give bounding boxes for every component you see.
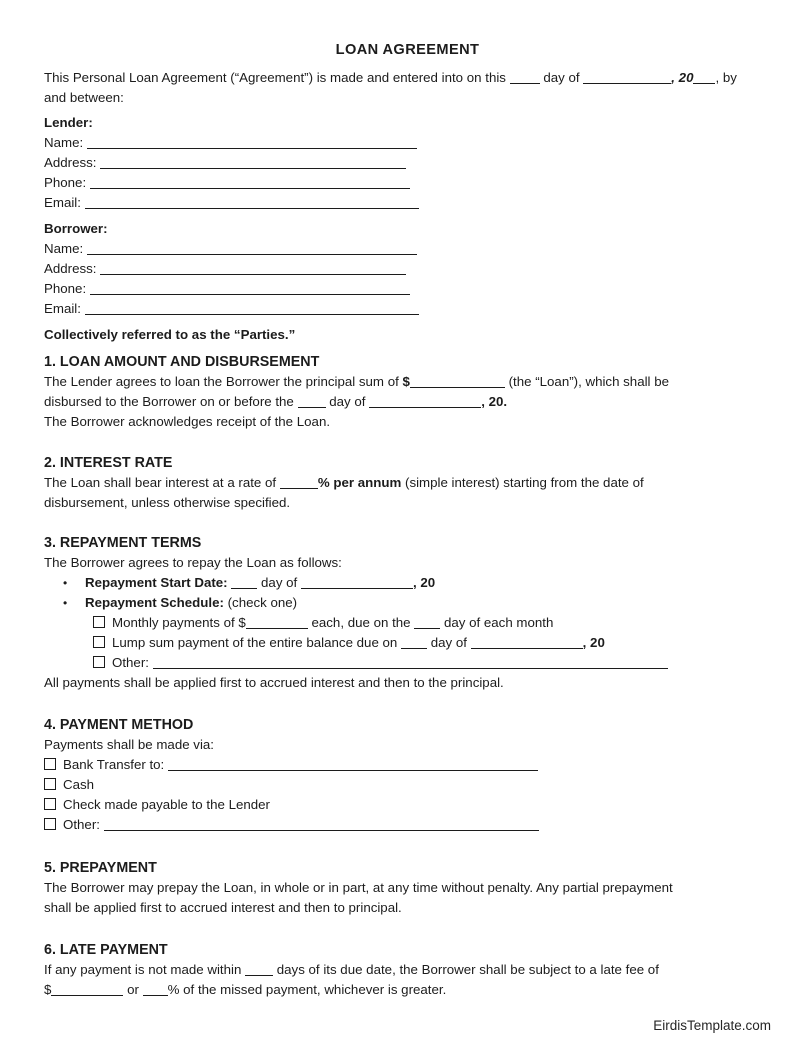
checkbox-label: Other:: [112, 655, 149, 670]
dollar-sign: $: [44, 982, 52, 997]
checkbox-row-cash: [44, 775, 771, 795]
blank-day-number: [298, 394, 326, 408]
checkbox-label: Lump sum payment of the entire balance due on: [112, 635, 398, 650]
section-4-intro: Payments shall be made via:: [44, 737, 214, 752]
borrower-heading: Borrower:: [44, 221, 108, 236]
blank-other: [104, 817, 539, 831]
lender-phone-row: [44, 173, 771, 193]
blank-day-number: [401, 635, 427, 649]
section-2-heading: 2. INTEREST RATE: [44, 455, 173, 471]
year-text: , 20: [582, 635, 605, 650]
checkbox-label: Monthly payments of $: [112, 615, 246, 630]
blank-other: [153, 655, 668, 669]
intro-text: , by: [715, 70, 737, 85]
checkbox-icon: [44, 798, 56, 810]
field-label-phone: Phone:: [44, 281, 87, 296]
checkbox-label: Cash: [63, 777, 95, 792]
section-1-line-1: [44, 372, 771, 392]
section-3-intro: The Borrower agrees to repay the Loan as follows:: [44, 555, 342, 570]
blank-field: [85, 301, 419, 315]
blank-loan-amount: [410, 374, 505, 388]
checkbox-icon: [93, 656, 105, 668]
blank-day-number: [414, 615, 440, 629]
body-text: If any payment is not made within: [44, 962, 242, 977]
field-label-address: Address:: [44, 261, 97, 276]
bullet-repayment-schedule: [44, 593, 771, 613]
year-text: , 20.: [481, 394, 508, 409]
blank-late-fee-percent: [143, 982, 168, 996]
bullet-repayment-start-date: [44, 573, 771, 593]
field-label-address: Address:: [44, 155, 97, 170]
parties-statement: Collectively referred to as the “Parties.”: [44, 327, 296, 342]
borrower-name-row: [44, 239, 771, 259]
section-2-line-1: [44, 473, 771, 493]
section-3-heading: 3. REPAYMENT TERMS: [44, 535, 202, 551]
section-5-heading: 5. PREPAYMENT: [44, 860, 157, 876]
lender-address-row: [44, 153, 771, 173]
body-text: day of: [329, 394, 366, 409]
per-annum-text: % per annum: [317, 475, 402, 490]
bullet-icon: •: [63, 576, 68, 590]
blank-month: [583, 70, 671, 84]
checkbox-row-check: [44, 795, 771, 815]
checkbox-icon: [44, 778, 56, 790]
section-5-line-2: shall be applied first to accrued interest and then to principal.: [44, 900, 402, 915]
bullet-icon: •: [63, 596, 68, 610]
intro-text: day of: [543, 70, 580, 85]
blank-late-fee-amount: [51, 982, 123, 996]
field-label-email: Email:: [44, 195, 81, 210]
checkbox-icon: [44, 758, 56, 770]
lender-name-row: [44, 133, 771, 153]
checkbox-row-lump-sum: [44, 633, 771, 653]
blank-field: [87, 135, 417, 149]
body-text: % of the missed payment, whichever is greater.: [167, 982, 447, 997]
checkbox-row-other-repayment: [44, 653, 771, 673]
checkbox-icon: [44, 818, 56, 830]
checkbox-icon: [93, 616, 105, 628]
blank-interest-rate: [280, 475, 318, 489]
blank-day-number: [510, 70, 540, 84]
blank-field: [87, 241, 417, 255]
blank-month: [369, 394, 481, 408]
field-label-name: Name:: [44, 241, 84, 256]
footer-watermark: EirdisTemplate.com: [653, 1018, 771, 1033]
body-text: (simple interest) starting from the date of: [405, 475, 644, 490]
intro-paragraph: [44, 68, 771, 108]
bullet-label: Repayment Start Date:: [85, 575, 228, 590]
blank-month: [301, 575, 413, 589]
section-5-line-1: The Borrower may prepay the Loan, in whole or in part, at any time without penalty. Any partial prepayment: [44, 880, 673, 895]
intro-year-prefix: , 20: [671, 70, 694, 85]
blank-amount: [246, 615, 308, 629]
field-label-phone: Phone:: [44, 175, 87, 190]
section-6-heading: 6. LATE PAYMENT: [44, 942, 168, 958]
section-1-line-3: The Borrower acknowledges receipt of the Loan.: [44, 414, 331, 429]
body-text: (the “Loan”), which shall be: [508, 374, 669, 389]
section-3-closing: All payments shall be applied first to accrued interest and then to the principal.: [44, 675, 504, 690]
section-6-line-1: [44, 960, 771, 980]
blank-month: [471, 635, 583, 649]
body-text: day of each month: [443, 615, 554, 630]
blank-field: [90, 175, 410, 189]
section-1-heading: 1. LOAN AMOUNT AND DISBURSEMENT: [44, 354, 320, 370]
borrower-phone-row: [44, 279, 771, 299]
field-label-name: Name:: [44, 135, 84, 150]
checkbox-label: Check made payable to the Lender: [63, 797, 270, 812]
blank-field: [85, 195, 419, 209]
checkbox-row-monthly-payments: [44, 613, 771, 633]
checkbox-icon: [93, 636, 105, 648]
bullet-label: Repayment Schedule:: [85, 595, 224, 610]
blank-bank-details: [168, 757, 538, 771]
section-6-line-2: [44, 980, 771, 1000]
blank-year: [693, 70, 715, 84]
lender-email-row: [44, 193, 771, 213]
body-text: day of: [430, 635, 467, 650]
section-2-line-2: disbursement, unless otherwise specified.: [44, 495, 291, 510]
year-text: , 20: [412, 575, 436, 590]
lender-heading: Lender:: [44, 115, 93, 130]
body-text: or: [127, 982, 139, 997]
document-title: LOAN AGREEMENT: [335, 42, 480, 58]
blank-field: [100, 155, 406, 169]
dollar-sign: $: [402, 374, 410, 389]
section-1-line-2: [44, 392, 771, 412]
body-text: day of: [261, 575, 298, 590]
field-label-email: Email:: [44, 301, 81, 316]
intro-text: This Personal Loan Agreement (“Agreement”) is made and entered into on this: [44, 70, 506, 85]
intro-line-2: and between:: [44, 90, 124, 105]
borrower-email-row: [44, 299, 771, 319]
body-text: (check one): [227, 595, 298, 610]
blank-day-number: [231, 575, 257, 589]
body-text: The Lender agrees to loan the Borrower the principal sum of: [44, 374, 399, 389]
section-4-heading: 4. PAYMENT METHOD: [44, 717, 194, 733]
intro-line-1: [44, 68, 771, 88]
borrower-address-row: [44, 259, 771, 279]
body-text: disbursed to the Borrower on or before the: [44, 394, 294, 409]
checkbox-label: Bank Transfer to:: [63, 757, 165, 772]
body-text: each, due on the: [311, 615, 411, 630]
body-text: The Loan shall bear interest at a rate of: [44, 475, 277, 490]
blank-field: [90, 281, 410, 295]
checkbox-label: Other:: [63, 817, 100, 832]
body-text: days of its due date, the Borrower shall be subject to a late fee of: [276, 962, 659, 977]
blank-field: [100, 261, 406, 275]
checkbox-row-other-payment: [44, 815, 771, 835]
checkbox-row-bank-transfer: [44, 755, 771, 775]
blank-days: [245, 962, 273, 976]
